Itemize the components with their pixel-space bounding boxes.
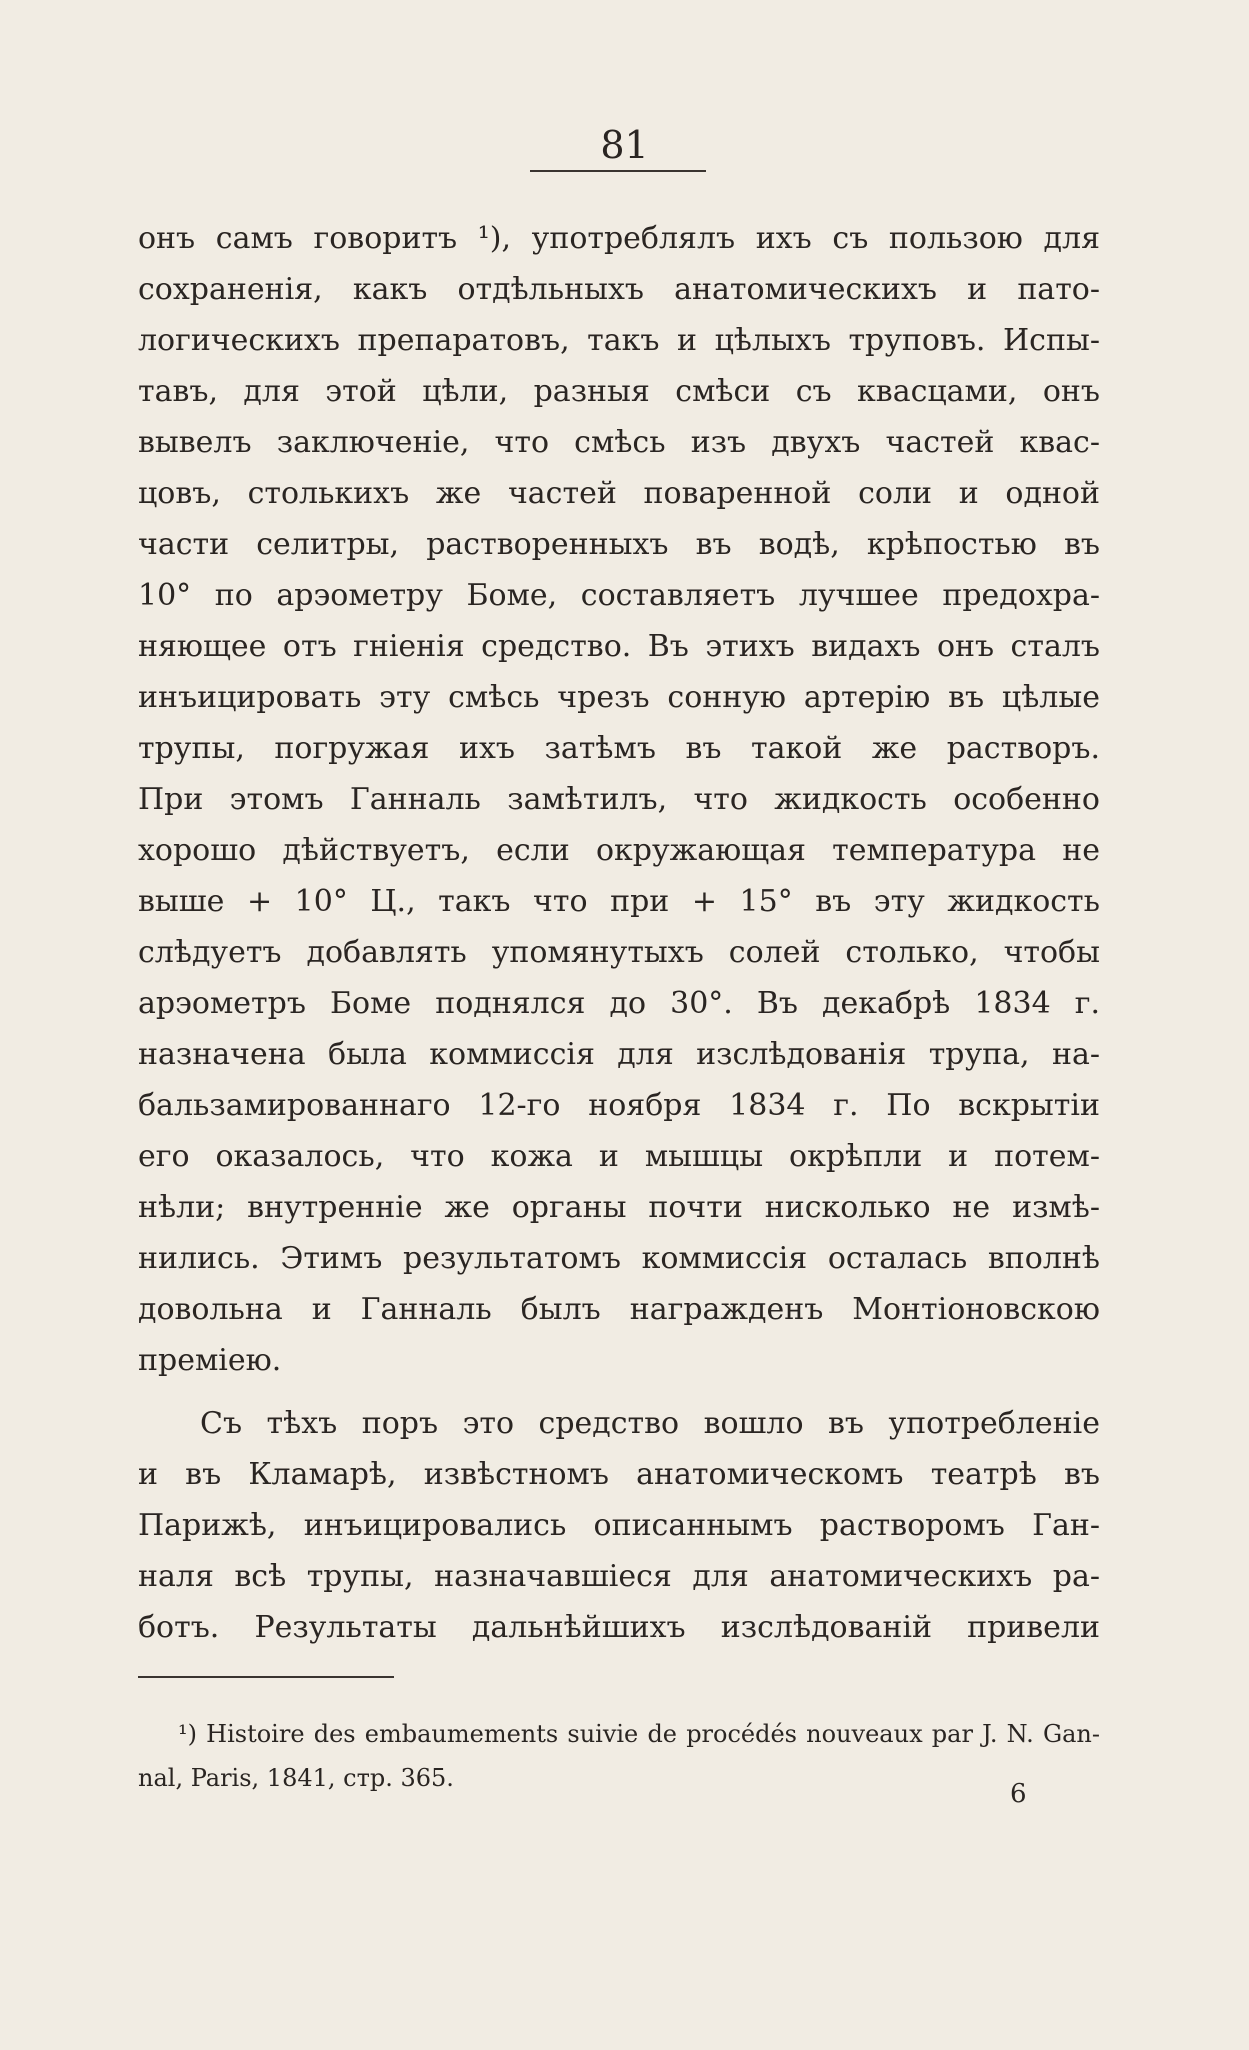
text-line: преміею. <box>138 1343 282 1378</box>
paragraph-1 <box>138 213 1100 1386</box>
text-line: При этомъ Ганналь замѣтилъ, что жидкость особенно <box>138 782 1100 817</box>
text-line: слѣдуетъ добавлять упомянутыхъ солей столько, чтобы <box>138 935 1100 970</box>
text-line: цовъ, столькихъ же частей поваренной соли и одной <box>138 476 1100 511</box>
signature-mark: 6 <box>1010 1779 1027 1809</box>
text-line: 10° по арэометру Боме, составляетъ лучшее предохра- <box>138 578 1100 613</box>
text-line: наля всѣ трупы, назначавшіеся для анатомическихъ ра- <box>138 1559 1100 1594</box>
paragraph-2 <box>138 1398 1100 1653</box>
text-line: онъ самъ говоритъ ¹), употреблялъ ихъ съ пользою для <box>138 221 1100 256</box>
text-line: сохраненія, какъ отдѣльныхъ анатомическихъ и пато- <box>138 272 1100 307</box>
page-number-rule <box>530 170 706 172</box>
text-line: логическихъ препаратовъ, такъ и цѣлыхъ труповъ. Испы- <box>138 323 1100 358</box>
page-number: 81 <box>600 123 649 167</box>
text-line: ботъ. Результаты дальнѣйшихъ изслѣдованій привели <box>138 1610 1100 1645</box>
text-line: хорошо дѣйствуетъ, если окружающая температура не <box>138 833 1100 868</box>
text-line: Парижѣ, инъицировались описаннымъ растворомъ Ган- <box>138 1508 1100 1543</box>
text-line: тавъ, для этой цѣли, разныя смѣси съ квасцами, онъ <box>138 374 1100 409</box>
text-line: выше + 10° Ц., такъ что при + 15° въ эту жидкость <box>138 884 1100 919</box>
footnote <box>138 1712 1100 1800</box>
text-line: нились. Этимъ результатомъ коммиссія осталась вполнѣ <box>138 1241 1100 1276</box>
footnote-line: nal, Paris, 1841, стр. 365. <box>138 1764 454 1792</box>
text-line: вывелъ заключеніе, что смѣсь изъ двухъ частей квас- <box>138 425 1100 460</box>
text-line: его оказалось, что кожа и мышцы окрѣпли и потем- <box>138 1139 1100 1174</box>
main-text <box>138 213 1100 1653</box>
text-line: няющее отъ гніенія средство. Въ этихъ видахъ онъ сталъ <box>138 629 1100 664</box>
text-line: трупы, погружая ихъ затѣмъ въ такой же растворъ. <box>138 731 1100 766</box>
text-line: назначена была коммиссія для изслѣдованія трупа, на- <box>138 1037 1100 1072</box>
text-line: довольна и Ганналь былъ награжденъ Монтіоновскою <box>138 1292 1100 1327</box>
text-line: нѣли; внутренніе же органы почти нисколько не измѣ- <box>138 1190 1100 1225</box>
footnote-rule <box>138 1676 394 1678</box>
text-line: бальзамированнаго 12-го ноября 1834 г. По вскрытіи <box>138 1088 1100 1123</box>
text-line: инъицировать эту смѣсь чрезъ сонную артерію въ цѣлые <box>138 680 1100 715</box>
footnote-line: ¹) Histoire des embaumements suivie de procédés nouveaux par J. N. Gan- <box>178 1720 1100 1748</box>
text-line: и въ Кламарѣ, извѣстномъ анатомическомъ театрѣ въ <box>138 1457 1100 1492</box>
text-line: части селитры, растворенныхъ въ водѣ, крѣпостью въ <box>138 527 1100 562</box>
paragraph-gap <box>138 1386 1100 1398</box>
text-line: Съ тѣхъ поръ это средство вошло въ употребленіе <box>200 1406 1100 1441</box>
text-line: арэометръ Боме поднялся до 30°. Въ декабрѣ 1834 г. <box>138 986 1100 1021</box>
